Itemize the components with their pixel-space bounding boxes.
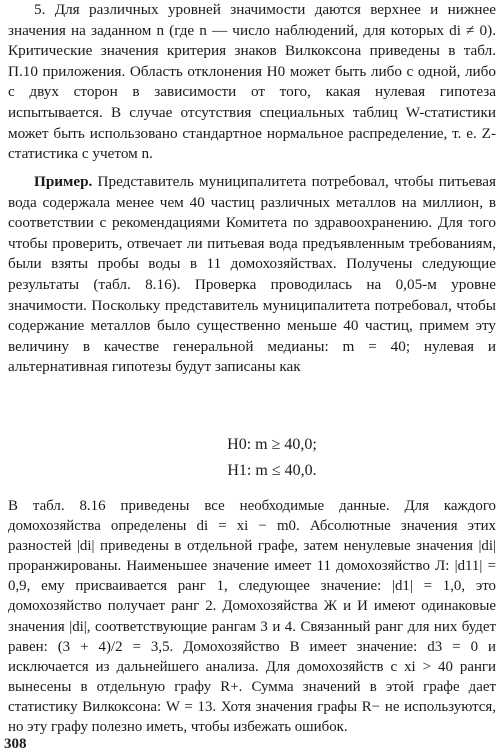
paragraph-example [8, 172, 496, 378]
example-text: Представитель муниципалитета потребовал, чтобы питьевая вода содержала менее чем 40 частиц различных металлов на миллион, в соответствии с рекомендациями Комитета по здравоохранению. Для того чтобы проверить, отвечает ли питьевая вода предъявленным требованиям, были взяты пробы воды в 11 домохозяйствах. Получены следующие результаты (табл. 8.16). Проверка проводилась на 0,05-м уровне значимости. Поскольку представитель муниципалитета потребовал, чтобы содержание металлов было существенно меньше 40 частиц, примем эту величину в качестве генеральной медианы: m = 40; нулевая и альтернативная гипотезы будут записаны как [8, 173, 497, 376]
page-number: 308 [4, 736, 27, 752]
example-label: Пример. [34, 173, 93, 190]
formula-alternative-hypothesis: H1: m ≤ 40,0. [227, 462, 317, 479]
formula-null-hypothesis: H0: m ≥ 40,0; [227, 436, 317, 453]
paragraph-wilcoxon-critical-values: 5. Для различных уровней значимости даются верхнее и нижнее значения на заданном n (где n — число наблюдений, для которых di ≠ 0). Критические значения критерия знаков Вилкоксона приведены в табл. П.10 приложения. Область отклонения H0 может быть либо с одной, либо с двух сторон в зависимости от того, какая нулевая гипотеза испытывается. В случае отсутствия специальных таблиц W-статистики может быть использовано стандартное нормальное распределение, т. е. Z-статистика с учетом n. [8, 1, 496, 163]
paragraph-table-explanation: В табл. 8.16 приведены все необходимые данные. Для каждого домохозяйства определены di = xi − m0. Абсолютные значения этих разностей |di| приведены в отдельной графе, затем ненулевые значения |di| проранжированы. Наименьшее значение имеет 11 домохозяйство Л: |d11| = 0,9, ему присваивается ранг 1, следующее значение: |d1| = 1,0, это домохозяйство получает ранг 2. Домохозяйства Ж и И имеют одинаковые значения |di|, соответствующие рангам 3 и 4. Связанный ранг для них будет равен: (3 + 4)/2 = 3,5. Домохозяйство В имеет значение: d3 = 0 и исключается из дальнейшего анализа. Для домохозяйств с xi > 40 ранги вынесены в отдельную графу R+. Сумма значений в этой графе дает статистику Вилкоксона: W = 13. Хотя значения графы R− не используются, но эту графу полезно иметь, чтобы избежать ошибок. [8, 498, 496, 736]
